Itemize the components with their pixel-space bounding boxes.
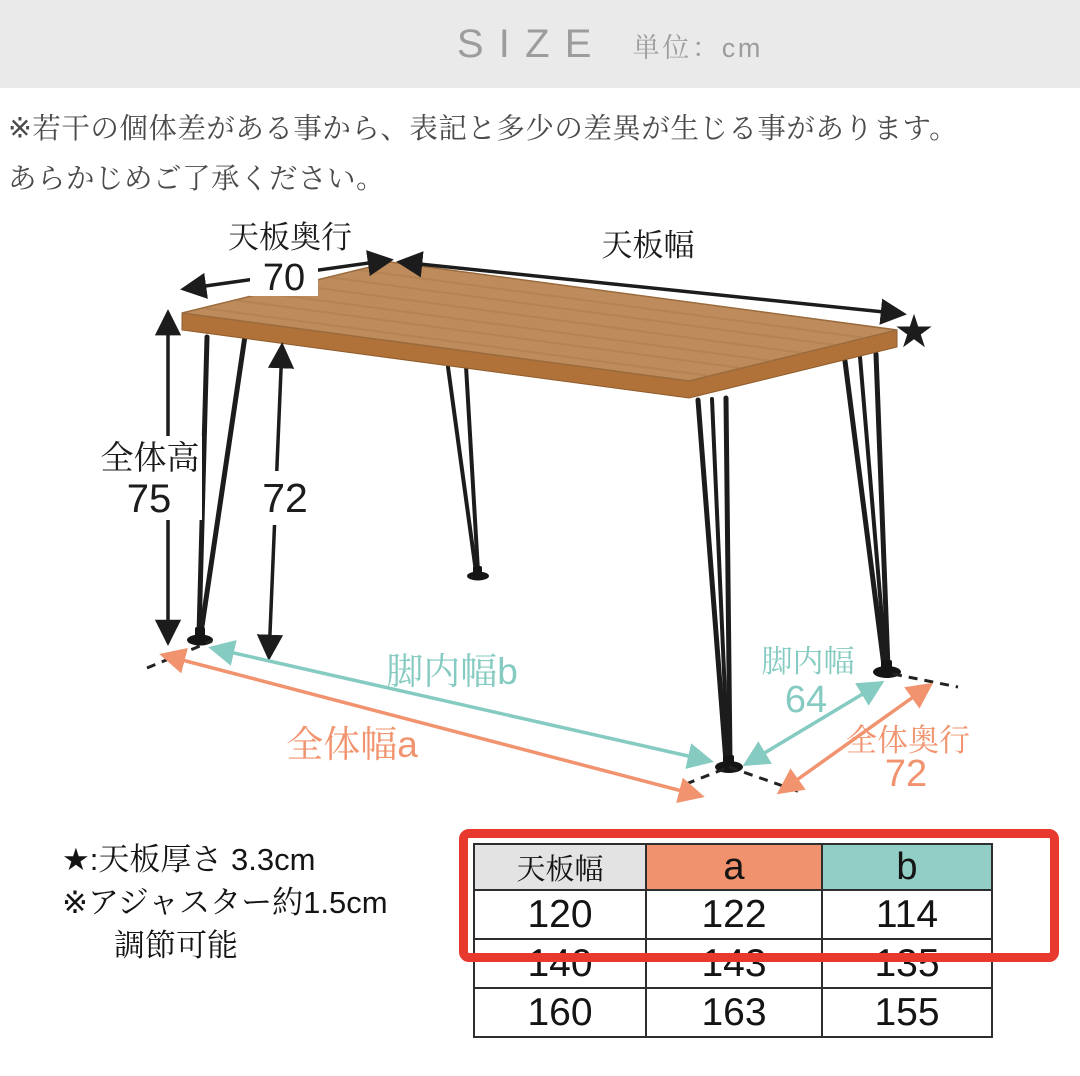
inner-depth-label: 脚内幅 [761, 644, 855, 679]
overall-depth-label: 全体奥行 [846, 723, 970, 758]
cell-b-155: 155 [822, 988, 992, 1037]
size-header-band [0, 0, 1080, 88]
overall-height-value: 75 [126, 477, 172, 521]
leg-height-value: 72 [262, 475, 308, 521]
table-dimension-diagram [0, 200, 1080, 830]
size-table-header-row [474, 844, 992, 890]
col-header-b: b [822, 844, 992, 890]
overall-width-a-label: 全体幅a [286, 724, 418, 765]
table-row [474, 890, 992, 939]
table-row [474, 939, 992, 988]
cell-b-135: 135 [822, 939, 992, 988]
footnote-thickness: ★:天板厚さ 3.3cm [62, 842, 316, 877]
cell-a-122: 122 [646, 890, 822, 939]
cell-width-160: 160 [474, 988, 646, 1037]
overall-depth-value: 72 [884, 753, 928, 795]
disclaimer-text [8, 104, 1076, 204]
overall-height-label: 全体高 [100, 439, 200, 476]
disclaimer-line-2: あらかじめご了承ください。 [8, 163, 386, 195]
cell-width-140: 140 [474, 939, 646, 988]
cell-width-120: 120 [474, 890, 646, 939]
top-width-label: 天板幅 [601, 228, 695, 263]
footnote-adjuster: ※アジャスター約1.5cm [62, 885, 388, 920]
cell-a-143: 143 [646, 939, 822, 988]
top-depth-label: 天板奥行 [228, 220, 352, 255]
star-icon: ★ [893, 305, 935, 357]
unit-label: 単位：cm [632, 32, 764, 63]
top-depth-value: 70 [262, 257, 306, 299]
col-header-tenban: 天板幅 [474, 844, 646, 890]
footnotes [62, 838, 388, 967]
size-table [473, 843, 993, 1038]
cell-b-114: 114 [822, 890, 992, 939]
disclaimer-line-1: ※若干の個体差がある事から、表記と多少の差異が生じる事があります。 [8, 113, 959, 145]
page-title: SIZE [456, 21, 607, 66]
size-header-group [457, 22, 763, 67]
footnote-adjuster-2: 調節可能 [114, 928, 238, 963]
inner-width-b-label: 脚内幅b [386, 651, 518, 692]
table-row [474, 988, 992, 1037]
inner-depth-value: 64 [784, 679, 828, 721]
col-header-a: a [646, 844, 822, 890]
cell-a-163: 163 [646, 988, 822, 1037]
